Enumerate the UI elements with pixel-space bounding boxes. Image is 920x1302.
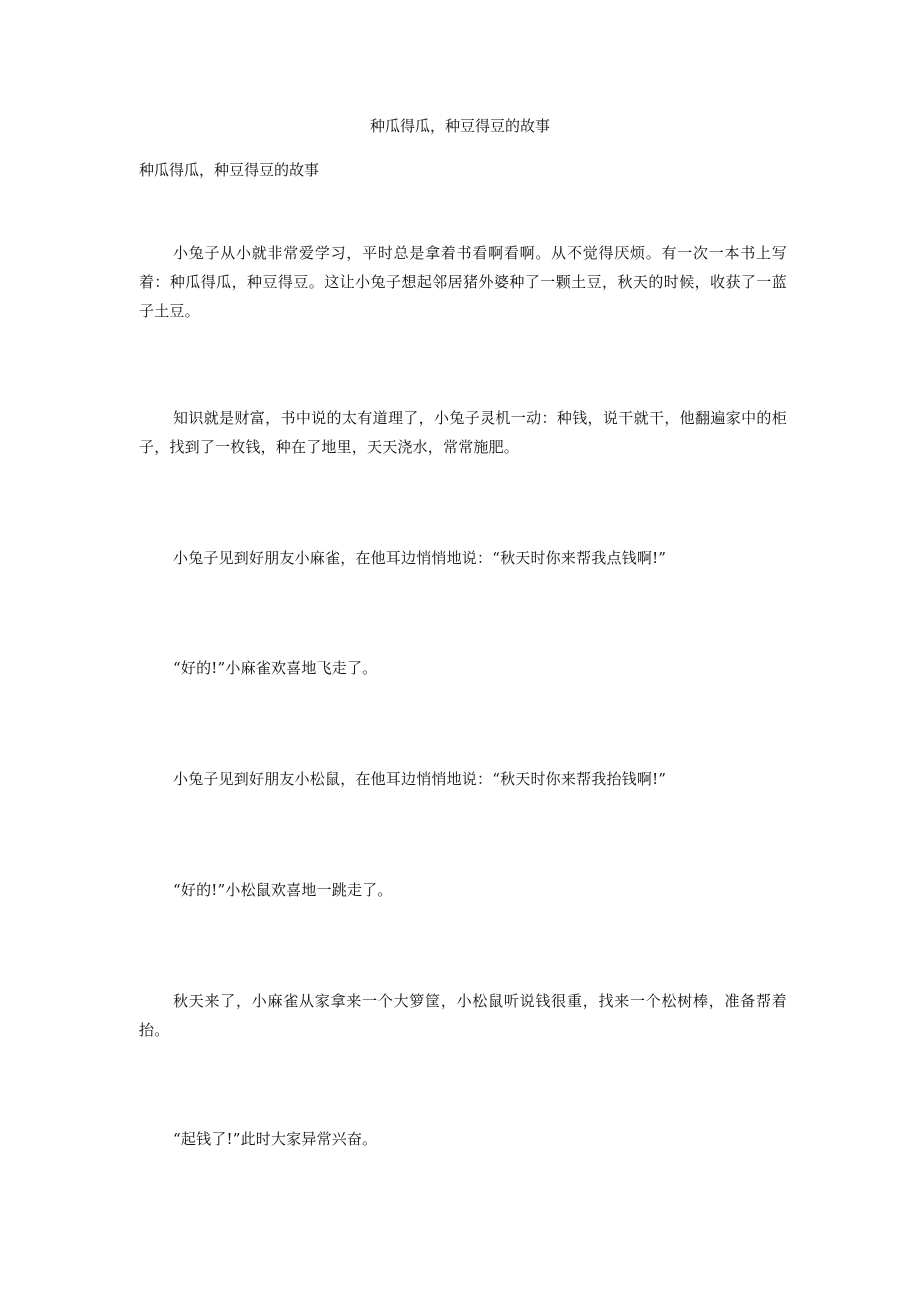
paragraph: “好的!”小麻雀欢喜地飞走了。	[173, 659, 378, 677]
paragraph: 小兔子见到好朋友小松鼠，在他耳边悄悄地说：“秋天时你来帮我抬钱啊!”	[173, 770, 667, 788]
paragraph: 秋天来了，小麻雀从家拿来一个大箩筐，小松鼠听说钱很重，找来一个松树棒，准备帮着抬。	[139, 992, 787, 1039]
paragraph: 知识就是财富，书中说的太有道理了，小兔子灵机一动：种钱，说干就干，他翻遍家中的柜子，找到了一枚钱，种在了地里，天天浇水，常常施肥。	[139, 409, 787, 456]
paragraph: “好的!”小松鼠欢喜地一跳走了。	[173, 881, 393, 899]
document-subtitle: 种瓜得瓜，种豆得豆的故事	[139, 161, 320, 179]
paragraph: 小兔子见到好朋友小麻雀，在他耳边悄悄地说：“秋天时你来帮我点钱啊!”	[173, 549, 667, 567]
paragraph: “起钱了!”此时大家异常兴奋。	[173, 1130, 378, 1148]
paragraph: 小兔子从小就非常爱学习，平时总是拿着书看啊看啊。从不觉得厌烦。有一次一本书上写着：种瓜得瓜，种豆得豆。这让小兔子想起邻居猪外婆种了一颗土豆，秋天的时候，收获了一蓝子土豆。	[139, 244, 787, 320]
document-title: 种瓜得瓜，种豆得豆的故事	[369, 117, 550, 135]
